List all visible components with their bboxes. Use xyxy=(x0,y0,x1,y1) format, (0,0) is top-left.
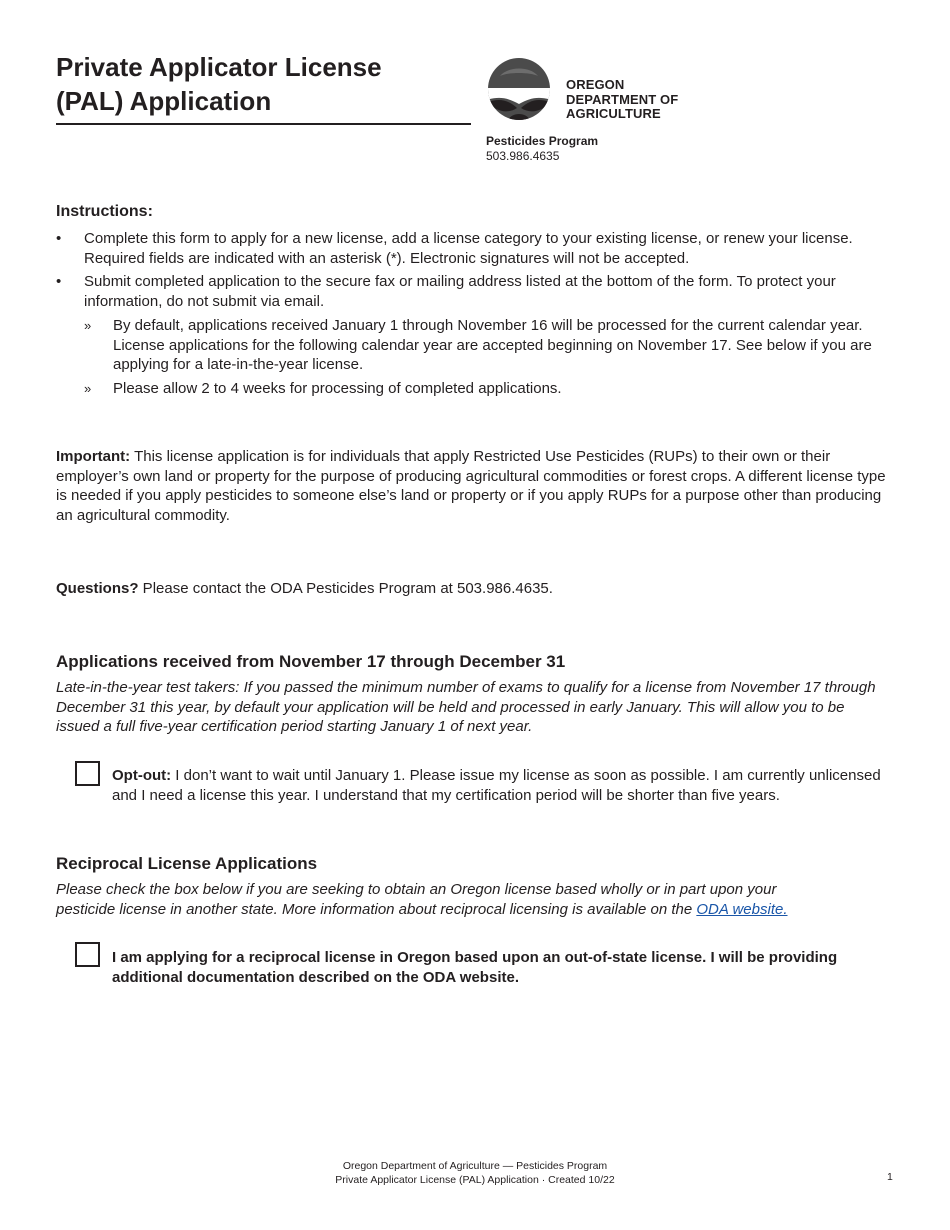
questions-paragraph xyxy=(56,579,888,599)
logo-line-2: DEPARTMENT OF xyxy=(566,91,679,107)
questions-text: Please contact the ODA Pesticides Program at 503.986.4635. xyxy=(138,580,553,597)
sub-bullet-text: Please allow 2 to 4 weeks for processing of completed applications. xyxy=(113,380,562,397)
oda-logo-text xyxy=(566,78,706,122)
important-paragraph xyxy=(56,447,888,525)
sub-bullet-text: By default, applications received January 1 through November 16 will be processed for the current calendar year. License applications for the following calendar year are accepted beginning on November 17. See below if you are applying for a late-in-the-year license. xyxy=(113,317,872,374)
bullet-text: Complete this form to apply for a new license, add a license category to your existing license, or renew your license. Required fields are indicated with an asterisk (*). Electronic signatures will not be accepted. xyxy=(84,230,853,267)
reciprocal-checkbox[interactable] xyxy=(75,942,100,967)
instructions-heading: Instructions: xyxy=(56,203,153,220)
program-name-bold: Pesticides xyxy=(486,134,546,148)
opt-out-text: I don’t want to wait until January 1. Please issue my license as soon as possible. I am currently unlicensed and I need a license this year. I understand that my certification period will be shorter than five years. xyxy=(112,767,881,804)
reciprocal-statement: I am applying for a reciprocal license in Oregon based upon an out-of-state license. I will be providing additional documentation described on the ODA website. xyxy=(112,949,838,986)
logo-line-3: AGRICULTURE xyxy=(566,106,661,121)
sub-bullet-mark: » xyxy=(84,318,92,333)
oda-logo-mark-icon xyxy=(486,58,552,120)
bullet-text: Submit completed application to the secure fax or mailing address listed at the bottom of the form. To protect your information, do not submit via email. xyxy=(84,273,836,310)
important-text: This license application is for individuals that apply Restricted Use Pesticides (RUPs) to their own or their employer’s own land or property for the purpose of producing agricultural commodities or forest crops. A different license type is needed if you apply pesticides to someone else’s land or property or if you apply RUPs for a purpose other than producing an agricultural commodity. xyxy=(56,448,886,524)
late-applications-note: Late-in-the-year test takers: If you passed the minimum number of exams to qualify for a license from November 17 through December 31 this year, by default your application will be held and processed in early January. This will allow you to be issued a full five-year certification period starting January 1 of next year. xyxy=(56,679,876,736)
opt-out-statement xyxy=(112,766,882,805)
footer-line-2: Private Applicator License (PAL) Application · Created 10/22 xyxy=(335,1174,615,1186)
important-label: Important: xyxy=(56,448,131,465)
program-name-rest: Program xyxy=(545,134,599,148)
bullet-mark: • xyxy=(56,230,62,247)
questions-label: Questions? xyxy=(56,580,139,597)
reciprocal-note-text: Please check the box below if you are seeking to obtain an Oregon license based wholly or in part upon your pesticide license in another state. More information about reciprocal licensing is available on the xyxy=(56,881,777,918)
title-underline xyxy=(56,123,471,125)
program-phone: 503.986.4635 xyxy=(486,149,560,163)
late-applications-heading: Applications received from November 17 through December 31 xyxy=(56,652,566,671)
opt-out-checkbox[interactable] xyxy=(75,761,100,786)
bullet-mark: • xyxy=(56,273,62,290)
page-footer xyxy=(0,1159,950,1187)
sub-bullet-mark: » xyxy=(84,381,92,396)
reciprocal-heading: Reciprocal License Applications xyxy=(56,854,318,873)
footer-line-1: Oregon Department of Agriculture — Pesticides Program xyxy=(342,1160,608,1172)
program-contact xyxy=(486,134,598,164)
opt-out-label: Opt-out: xyxy=(112,767,172,784)
oda-website-link[interactable]: ODA website. xyxy=(696,900,788,918)
reciprocal-note xyxy=(56,880,826,919)
logo-line-1: OREGON xyxy=(566,77,625,92)
page-number: 1 xyxy=(887,1171,893,1183)
page-title xyxy=(56,50,471,118)
title-line-2: (PAL) Application xyxy=(56,86,272,116)
title-line-1: Private Applicator License xyxy=(56,52,382,82)
